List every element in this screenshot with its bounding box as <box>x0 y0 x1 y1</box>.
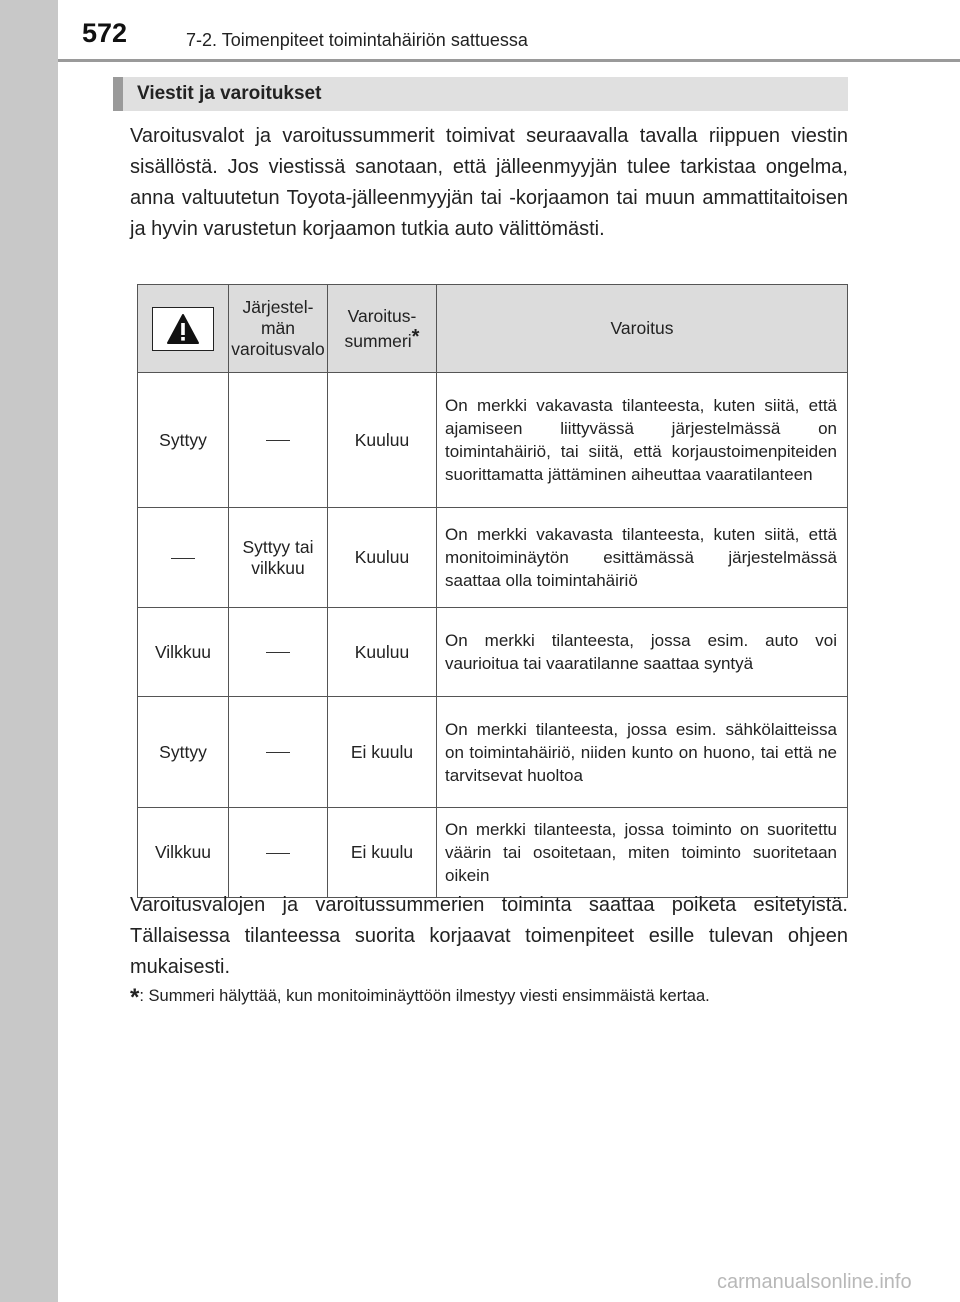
footnote-star: * <box>130 984 140 1011</box>
footnote <box>130 984 848 1012</box>
header-buzzer <box>328 285 437 373</box>
warning-cell: On merkki vakavasta tilanteesta, kuten siitä, että ajamiseen liittyvässä järjestelmässä on toimintahäiriö, tai siitä, että korjaustoimenpiteiden suorittamatta jättäminen aiheuttaa vaaratilanteen <box>437 373 848 508</box>
buzzer-cell: Ei kuulu <box>328 697 437 808</box>
header-buzzer-label: Varoitus-summeri <box>344 305 417 351</box>
footnote-text: : Summeri hälyttää, kun monitoiminäyttöön ilmestyy viesti ensimmäistä kertaa. <box>139 987 710 1005</box>
intro-paragraph: Varoitusvalot ja varoitussummerit toimivat seuraavalla tavalla riippuen viestin sisällöstä. Jos viestissä sanotaan, että jälleenmyyjän tulee tarkistaa ongelma, anna valtuutetun Toyota-jälleenmyyjän tai -korjaamon tai muun ammattitaitoisen ja hyvin varustetun korjaamon tutkia auto välittömästi. <box>130 125 848 240</box>
header-warning: Varoitus <box>437 285 848 373</box>
table-header-row <box>138 285 848 373</box>
master-cell <box>138 508 229 608</box>
table-row <box>138 697 848 808</box>
warning-cell: On merkki tilanteesta, jossa toiminto on suoritettu väärin tai osoitetaan, miten toiminto suoritetaan oikein <box>437 808 848 898</box>
section-heading-bar <box>113 77 848 111</box>
warning-table <box>137 284 848 898</box>
buzzer-cell: Kuuluu <box>328 373 437 508</box>
table-row <box>138 808 848 898</box>
warning-cell: On merkki tilanteesta, jossa esim. sähkölaitteissa on toimintahäiriö, niiden kunto on huono, tai että ne tarvitsevat huoltoa <box>437 697 848 808</box>
page-number: 572 <box>82 18 128 48</box>
table-row <box>138 608 848 697</box>
header-system-light: Järjestel-män varoitusvalo <box>229 285 328 373</box>
page-header <box>58 0 960 62</box>
dash-mark <box>171 558 195 559</box>
left-margin-bar <box>0 0 58 1302</box>
buzzer-cell: Kuuluu <box>328 608 437 697</box>
table-row <box>138 508 848 608</box>
dash-mark <box>266 853 290 854</box>
header-master-warning-icon-cell <box>138 285 229 373</box>
chapter-title: 7-2. Toimenpiteet toimintahäiriön sattuessa <box>186 30 528 50</box>
header-buzzer-star: * <box>411 325 420 348</box>
section-title: Viestit ja varoitukset <box>137 83 322 104</box>
master-cell: Vilkkuu <box>138 808 229 898</box>
dash-mark <box>266 652 290 653</box>
after-table-paragraph: Varoitusvalojen ja varoitussummerien toiminta saattaa poiketa esitetyistä. Tällaisessa tilanteessa suorita korjaavat toimenpiteet esille tulevan ohjeen mukaisesti. <box>130 894 848 978</box>
dash-mark <box>266 752 290 753</box>
master-cell: Vilkkuu <box>138 608 229 697</box>
warning-cell: On merkki vakavasta tilanteesta, kuten siitä, että monitoiminäytön esittämässä järjestelmässä saattaa olla toimintahäiriö <box>437 508 848 608</box>
dash-mark <box>266 440 290 441</box>
master-cell: Syttyy <box>138 373 229 508</box>
system-cell <box>229 697 328 808</box>
warning-cell: On merkki tilanteesta, jossa esim. auto voi vaurioitua tai vaaratilanne saattaa syntyä <box>437 608 848 697</box>
table-row <box>138 373 848 508</box>
system-cell <box>229 373 328 508</box>
master-cell: Syttyy <box>138 697 229 808</box>
system-cell <box>229 608 328 697</box>
watermark: carmanualsonline.info <box>717 1271 912 1293</box>
buzzer-cell: Kuuluu <box>328 508 437 608</box>
system-cell <box>229 808 328 898</box>
system-cell: Syttyy tai vilkkuu <box>229 508 328 608</box>
warning-triangle-icon <box>152 307 214 351</box>
buzzer-cell: Ei kuulu <box>328 808 437 898</box>
